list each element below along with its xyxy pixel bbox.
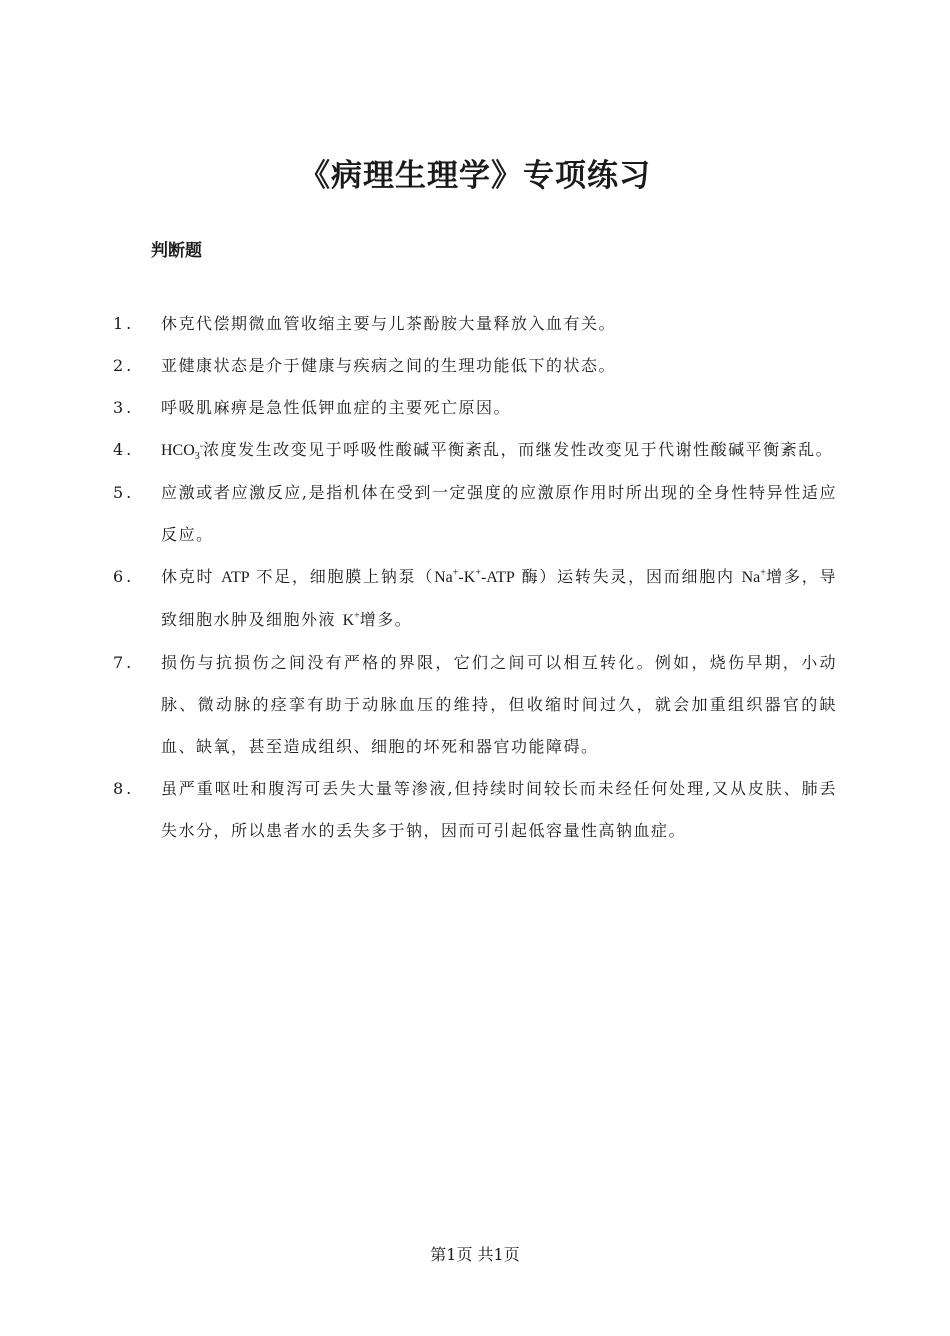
question-number: 5. <box>113 483 135 502</box>
text-segment: 休克时 <box>161 567 222 586</box>
question-item-5 <box>113 472 837 556</box>
question-item-8 <box>113 768 837 852</box>
page-title: 《病理生理学》专项练习 <box>299 158 651 194</box>
section-heading: 判断题 <box>151 241 202 261</box>
question-item-6 <box>113 556 837 642</box>
question-item-4 <box>113 429 837 472</box>
question-number: 3. <box>113 398 135 417</box>
question-number: 4. <box>113 440 135 459</box>
question-text <box>161 429 837 472</box>
potassium-symbol: K <box>342 612 355 629</box>
question-text: 虽严重呕吐和腹泻可丢失大量等渗液,但持续时间较长而未经任何处理,又从皮肤、肺丢失水分，所以患者水的丢失多于钠，因而可引起低容量性高钠血症。 <box>161 779 837 840</box>
question-number: 8. <box>113 779 135 798</box>
question-number: 7. <box>113 653 135 672</box>
formula-charge: - <box>199 440 204 452</box>
text-segment: 酶）运转失灵，因而细胞内 <box>514 567 742 586</box>
question-text: 亚健康状态是介于健康与疾病之间的生理功能低下的状态。 <box>161 356 617 375</box>
atpase-label: -ATP <box>480 569 515 586</box>
text-segment: 增多。 <box>359 610 413 629</box>
sodium-symbol: Na <box>434 569 453 586</box>
question-text <box>161 556 837 642</box>
text-segment: 增多，导致细胞水肿及细胞外液 <box>161 567 837 629</box>
question-item-1 <box>113 303 837 345</box>
question-text: 应激或者应激反应,是指机体在受到一定强度的应激原作用时所出现的全身性特异性适应反应。 <box>161 483 837 544</box>
question-item-7 <box>113 642 837 768</box>
ion-charge: + <box>475 567 481 579</box>
question-text-rest: 浓度发生改变见于呼吸性酸碱平衡紊乱，而继发性改变见于代谢性酸碱平衡紊乱。 <box>203 440 834 459</box>
ion-charge: + <box>354 610 360 622</box>
question-item-2 <box>113 345 837 387</box>
question-number: 2. <box>113 356 135 375</box>
question-text: 损伤与抗损伤之间没有严格的界限，它们之间可以相互转化。例如，烧伤早期，小动脉、微动脉的痉挛有助于动脉血压的维持，但收缩时间过久，就会加重组织器官的缺血、缺氧，甚至造成组织、细胞的坏死和器官功能障碍。 <box>161 653 837 756</box>
question-item-3 <box>113 387 837 429</box>
question-text: 呼吸肌麻痹是急性低钾血症的主要死亡原因。 <box>161 398 512 417</box>
text-segment: 不足，细胞膜上钠泵（ <box>249 567 435 586</box>
page-footer: 第1页 共1页 <box>430 1245 520 1264</box>
formula-subscript: 3 <box>194 451 200 463</box>
question-list <box>113 303 837 852</box>
ion-charge: + <box>760 567 766 579</box>
question-text: 休克代偿期微血管收缩主要与儿茶酚胺大量释放入血有关。 <box>161 314 617 333</box>
sodium-symbol: Na <box>741 569 761 586</box>
dash: - <box>458 569 464 586</box>
atp-label: ATP <box>221 569 250 586</box>
formula-hco: HCO <box>161 442 195 459</box>
potassium-symbol: K <box>463 569 476 586</box>
question-number: 1. <box>113 314 135 333</box>
question-number: 6. <box>113 567 135 586</box>
ion-charge: + <box>452 567 459 579</box>
